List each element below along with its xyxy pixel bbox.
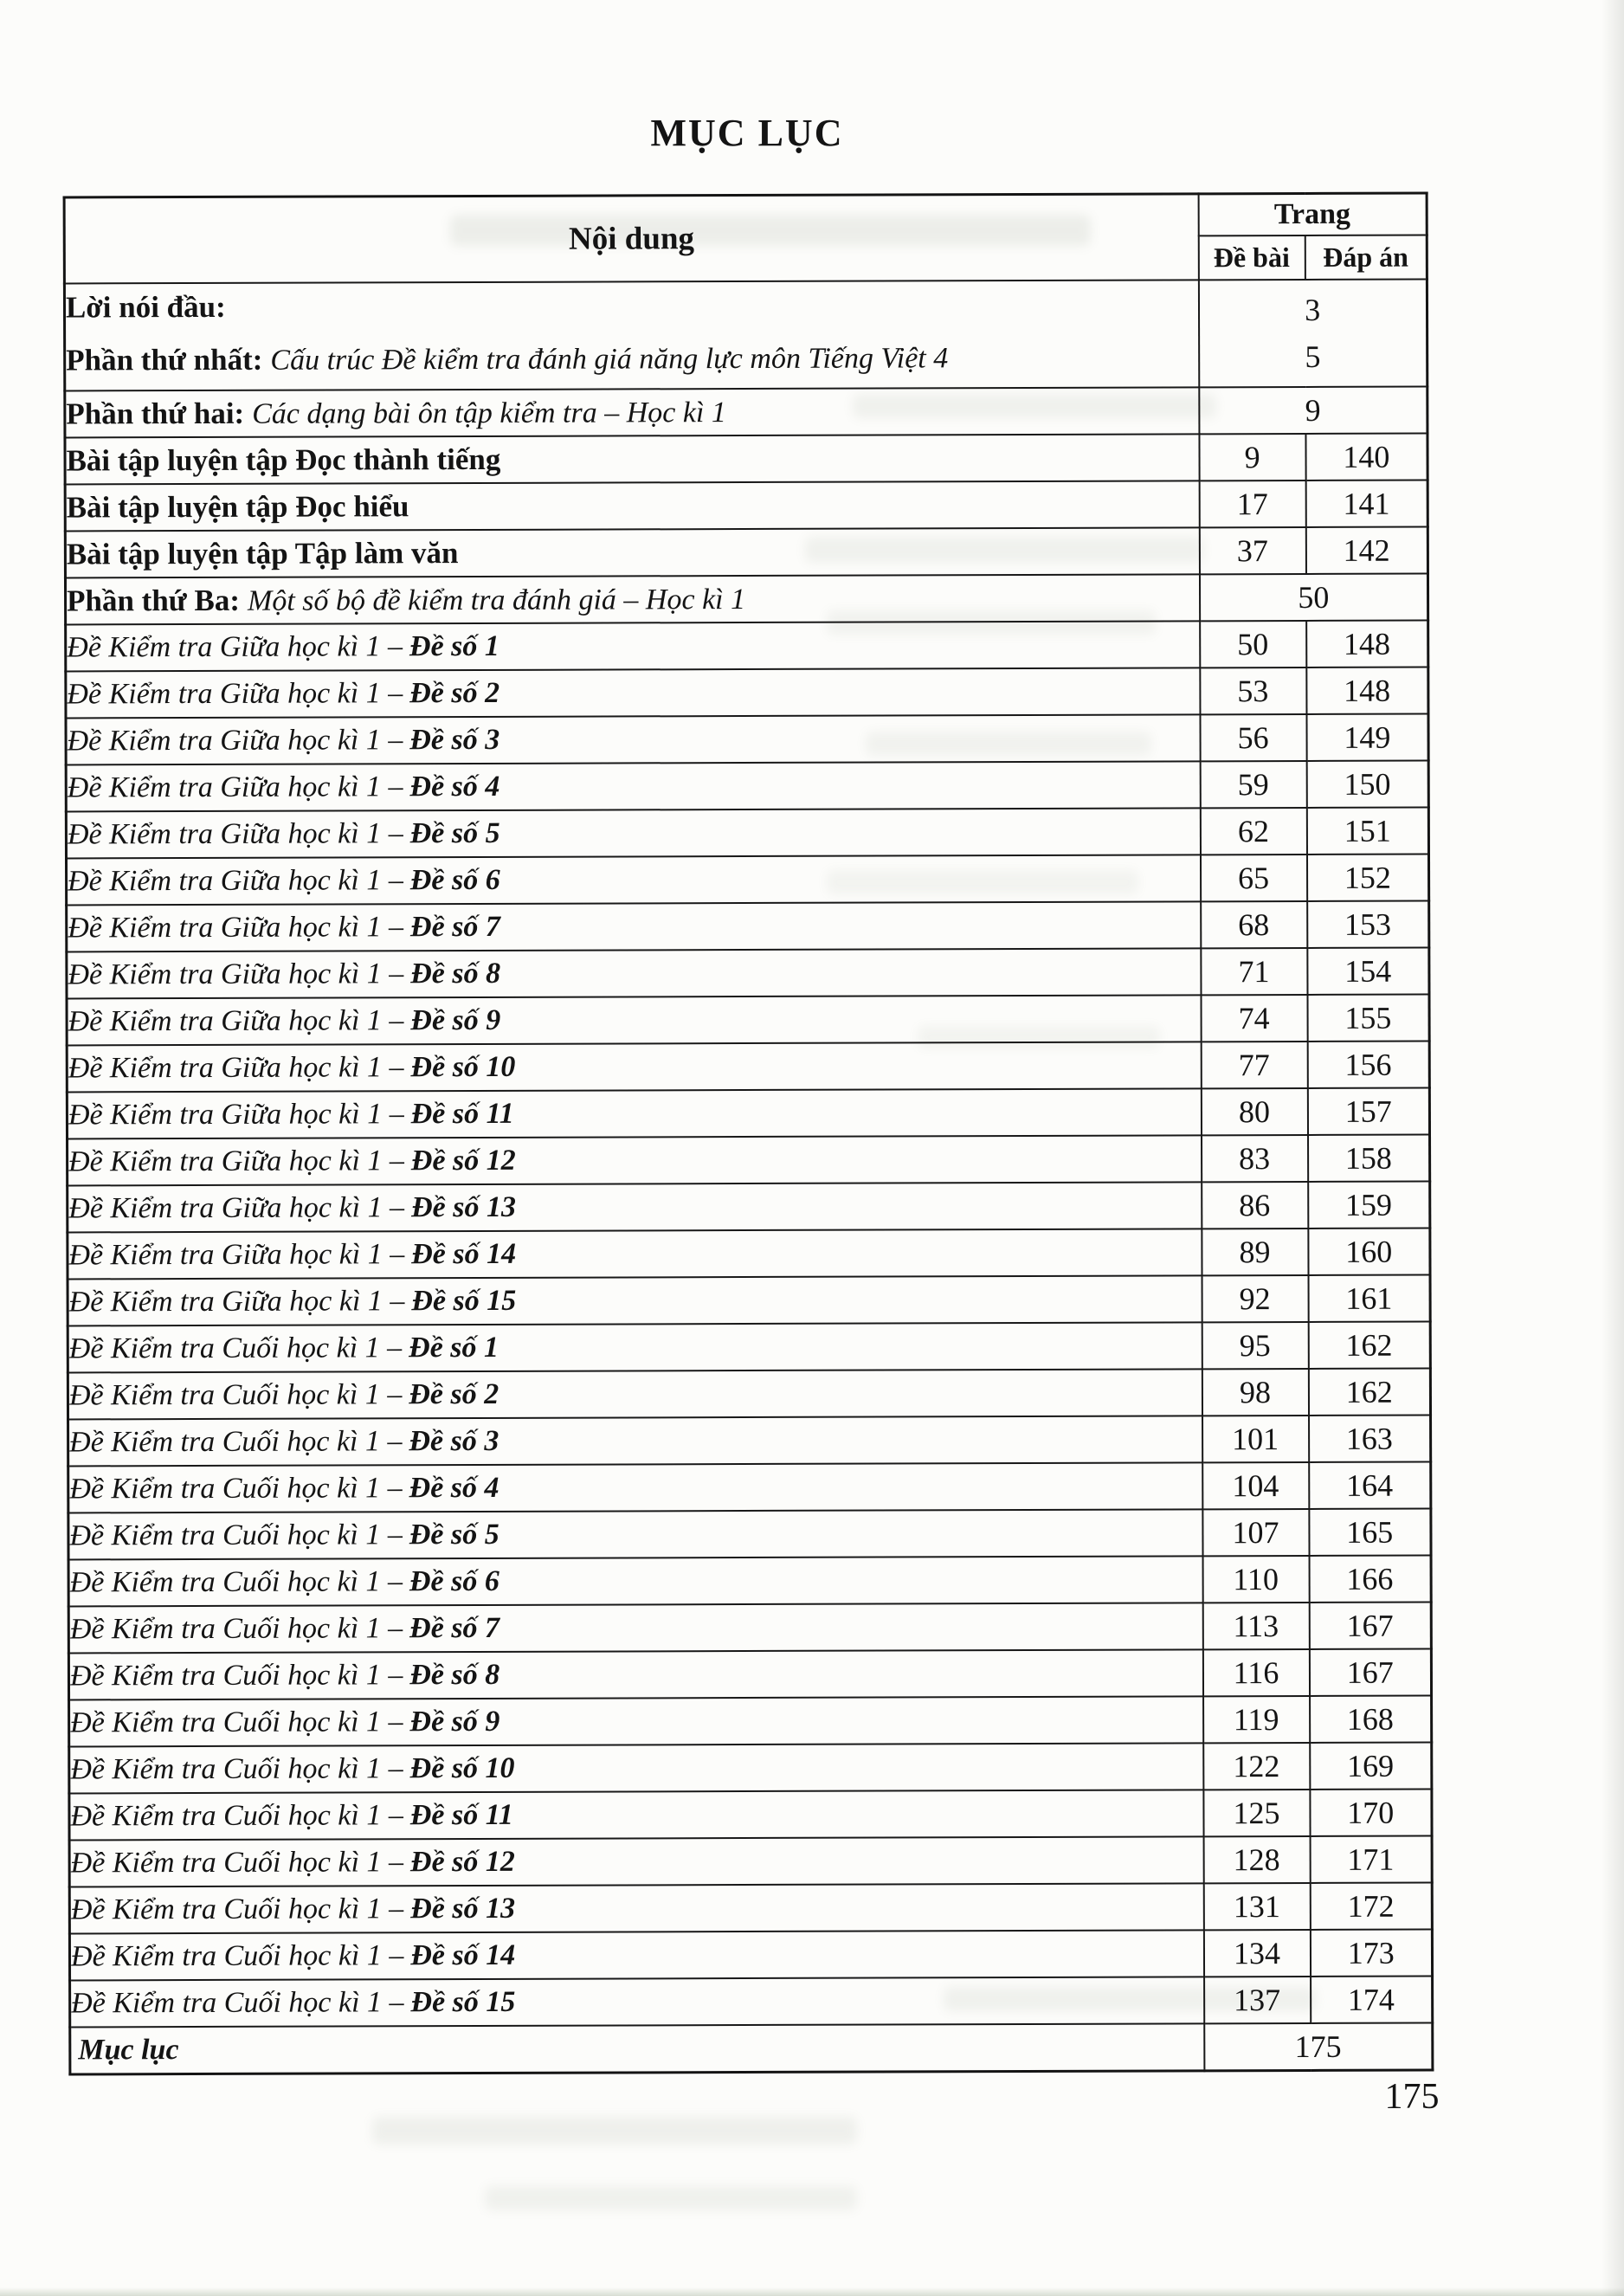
toc-page-de-bai: 65	[1200, 855, 1306, 901]
toc-entry-prefix: Đề Kiểm tra Giữa học kì 1 –	[67, 771, 403, 804]
toc-row-label	[69, 1836, 1203, 1886]
toc-row-label-line	[66, 333, 1198, 390]
toc-entry-number: Đề số 13	[410, 1190, 516, 1224]
toc-page-value: 3	[1305, 292, 1321, 327]
toc-row	[67, 1042, 1429, 1093]
toc-page-dap-an: 164	[1309, 1462, 1431, 1509]
scan-edge-shadow	[0, 2287, 1624, 2296]
toc-row	[68, 1556, 1431, 1607]
toc-page-de-bai: 128	[1203, 1836, 1310, 1883]
toc-entry-bold-text: Lời nói đầu:	[65, 289, 226, 325]
toc-page-de-bai: 86	[1202, 1182, 1308, 1229]
toc-entry-prefix: Đề Kiểm tra Cuối học kì 1 –	[69, 1425, 403, 1459]
toc-row	[70, 2023, 1433, 2074]
toc-page-dap-an: 170	[1310, 1790, 1432, 1836]
toc-entry-prefix: Đề Kiểm tra Cuối học kì 1 –	[70, 1752, 403, 1786]
toc-row-label	[67, 1088, 1201, 1138]
toc-row	[69, 1696, 1432, 1747]
toc-page-merged: 9	[1199, 387, 1427, 435]
toc-row	[65, 387, 1427, 438]
toc-page-dap-an: 160	[1308, 1229, 1430, 1275]
toc-page-dap-an: 174	[1311, 1977, 1433, 2023]
toc-row	[67, 948, 1429, 999]
toc-row-label	[67, 1042, 1201, 1092]
toc-row	[70, 1977, 1433, 2028]
toc-header-row-1	[64, 193, 1427, 239]
toc-page-dap-an: 171	[1310, 1836, 1432, 1883]
toc-entry-number: Đề số 5	[409, 816, 500, 850]
toc-entry-number: Đề số 4	[409, 770, 500, 803]
toc-entry-number: Đề số 1	[409, 1331, 499, 1364]
toc-page-de-bai: 116	[1202, 1649, 1309, 1696]
toc-row	[65, 434, 1427, 485]
toc-row-label-line	[66, 281, 1198, 337]
toc-row-label	[64, 280, 1198, 390]
toc-page-de-bai: 74	[1201, 995, 1307, 1042]
toc-entry-prefix: Đề Kiểm tra Cuối học kì 1 –	[69, 1565, 403, 1599]
toc-page-de-bai: 104	[1202, 1462, 1309, 1509]
toc-page-dap-an: 173	[1310, 1930, 1432, 1977]
toc-row	[66, 761, 1428, 812]
toc-row-label	[67, 995, 1201, 1045]
toc-entry-number: Đề số 12	[410, 1144, 516, 1177]
toc-table-wrap	[63, 192, 1432, 2075]
toc-row-label	[66, 855, 1200, 905]
toc-entry-number: Đề số 9	[409, 1705, 500, 1738]
toc-row-label	[68, 1369, 1202, 1419]
page-title: MỤC LỤC	[650, 112, 844, 154]
toc-row-label	[68, 1229, 1202, 1279]
toc-entry-prefix: Đề Kiểm tra Cuối học kì 1 –	[70, 1846, 404, 1880]
toc-entry-number: Đề số 11	[409, 1798, 513, 1832]
toc-entry-number: Mục lục	[78, 2033, 179, 2067]
toc-entry-number: Đề số 14	[411, 1237, 517, 1271]
toc-row	[66, 714, 1428, 765]
toc-entry-prefix: Đề Kiểm tra Giữa học kì 1 –	[68, 1004, 404, 1038]
toc-row-label	[66, 808, 1200, 858]
toc-page-dap-an: 148	[1306, 621, 1428, 668]
toc-page-dap-an: 142	[1305, 527, 1427, 574]
toc-page-dap-an: 141	[1305, 480, 1427, 527]
toc-page-de-bai: 62	[1200, 808, 1306, 855]
toc-page-dap-an: 150	[1306, 761, 1428, 808]
toc-page-dap-an: 167	[1309, 1603, 1431, 1649]
toc-page-de-bai: 92	[1202, 1275, 1308, 1322]
toc-row-label	[65, 480, 1199, 531]
toc-entry-prefix: Đề Kiểm tra Giữa học kì 1 –	[67, 724, 403, 758]
toc-entry-prefix: Đề Kiểm tra Cuối học kì 1 –	[69, 1612, 403, 1646]
toc-page-dap-an: 159	[1308, 1182, 1430, 1229]
toc-row	[69, 1836, 1432, 1887]
toc-row-label	[70, 1977, 1204, 2027]
toc-page-de-bai: 131	[1203, 1883, 1310, 1930]
toc-entry-number: Đề số 2	[409, 1377, 499, 1411]
toc-page-dap-an: 157	[1307, 1088, 1429, 1135]
toc-entry-bold-text: Bài tập luyện tập Đọc thành tiếng	[66, 442, 501, 478]
toc-page-dap-an: 169	[1310, 1743, 1432, 1790]
toc-entry-prefix: Đề Kiểm tra Giữa học kì 1 –	[67, 677, 403, 711]
toc-row	[67, 1088, 1429, 1139]
toc-entry-prefix: Đề Kiểm tra Cuối học kì 1 –	[70, 1939, 404, 1973]
toc-page-de-bai: 113	[1202, 1603, 1309, 1649]
toc-row-label	[68, 1416, 1202, 1466]
toc-entry-number: Đề số 8	[410, 957, 501, 990]
toc-entry-bold-text: Bài tập luyện tập Đọc hiểu	[66, 489, 409, 525]
toc-row	[68, 1322, 1430, 1373]
toc-entry-number: Đề số 12	[409, 1845, 515, 1879]
toc-row-label	[66, 714, 1200, 764]
bleed-through-artifact	[372, 2117, 857, 2144]
toc-row-label	[67, 901, 1201, 951]
toc-row	[68, 1135, 1430, 1186]
toc-page-dap-an: 149	[1306, 714, 1428, 761]
toc-row-label	[69, 1696, 1203, 1746]
toc-row	[65, 574, 1427, 625]
toc-entry-number: Đề số 7	[409, 910, 500, 944]
toc-entry-prefix: Đề Kiểm tra Giữa học kì 1 –	[67, 630, 403, 664]
toc-entry-bold-text: Phần thứ Ba:	[67, 583, 241, 618]
toc-entry-number: Đề số 6	[409, 1564, 499, 1598]
toc-page-merged	[1198, 280, 1427, 388]
toc-entry-number: Đề số 10	[410, 1050, 516, 1084]
bleed-through-artifact	[485, 2186, 857, 2210]
toc-entry-prefix: Đề Kiểm tra Giữa học kì 1 –	[68, 1145, 404, 1178]
toc-page-dap-an: 165	[1309, 1509, 1431, 1556]
page-number: 175	[1384, 2077, 1440, 2117]
toc-entry-italic-text: Cấu trúc Đề kiểm tra đánh giá năng lực môn Tiếng Việt 4	[270, 342, 949, 377]
toc-row	[69, 1883, 1432, 1934]
toc-page-de-bai: 110	[1202, 1556, 1309, 1603]
toc-entry-prefix: Đề Kiểm tra Cuối học kì 1 –	[70, 1706, 403, 1739]
toc-page-merged: 50	[1199, 574, 1427, 622]
toc-row	[69, 1743, 1432, 1794]
toc-row	[66, 668, 1428, 719]
toc-entry-prefix: Đề Kiểm tra Giữa học kì 1 –	[67, 817, 403, 851]
toc-entry-prefix: Đề Kiểm tra Giữa học kì 1 –	[68, 1238, 405, 1272]
toc-page-de-bai: 134	[1203, 1930, 1310, 1977]
toc-entry-bold-text: Phần thứ hai:	[66, 396, 245, 431]
toc-row-label	[70, 2023, 1204, 2073]
toc-entry-number: Đề số 14	[410, 1938, 516, 1972]
toc-row-label	[68, 1603, 1202, 1653]
toc-row	[69, 1930, 1432, 1981]
toc-page-dap-an: 161	[1308, 1275, 1430, 1322]
toc-row-label	[68, 1322, 1202, 1372]
toc-entry-number: Đề số 2	[409, 676, 500, 710]
toc-entry-prefix: Đề Kiểm tra Cuối học kì 1 –	[70, 1893, 404, 1926]
toc-row-label	[65, 434, 1199, 484]
toc-entry-number: Đề số 7	[409, 1611, 500, 1645]
toc-page-de-bai: 122	[1203, 1743, 1310, 1790]
toc-entry-italic-text: Các dạng bài ôn tập kiểm tra – Học kì 1	[252, 397, 726, 430]
toc-entry-prefix: Đề Kiểm tra Giữa học kì 1 –	[68, 911, 404, 945]
toc-row-label	[69, 1930, 1203, 1980]
toc-page-dap-an: 162	[1308, 1369, 1430, 1416]
toc-entry-number: Đề số 15	[410, 1985, 516, 2019]
toc-page-dap-an: 168	[1310, 1696, 1432, 1743]
toc-entry-prefix: Đề Kiểm tra Giữa học kì 1 –	[68, 1098, 404, 1132]
toc-page-de-bai: 101	[1202, 1416, 1309, 1462]
toc-entry-number: Đề số 10	[409, 1751, 515, 1785]
toc-page-dap-an: 167	[1309, 1649, 1431, 1696]
toc-page-de-bai: 53	[1200, 668, 1306, 714]
toc-entry-number: Đề số 4	[409, 1471, 499, 1505]
toc-entry-number: Đề số 3	[409, 1424, 499, 1458]
toc-row-label	[67, 948, 1201, 998]
toc-page-de-bai: 77	[1201, 1042, 1307, 1088]
toc-page-value: 5	[1305, 339, 1321, 374]
toc-row	[68, 1229, 1430, 1280]
scan-edge-shadow	[1601, 0, 1624, 2296]
toc-row-label	[68, 1509, 1202, 1559]
toc-page-de-bai: 68	[1201, 901, 1307, 948]
toc-row-label	[68, 1649, 1202, 1699]
toc-page-de-bai: 95	[1202, 1322, 1308, 1369]
toc-row-label	[69, 1743, 1203, 1793]
header-trang: Trang	[1198, 193, 1427, 235]
toc-entry-prefix: Đề Kiểm tra Cuối học kì 1 –	[71, 1986, 404, 2020]
toc-page-dap-an: 140	[1305, 434, 1427, 480]
toc-page-dap-an: 158	[1308, 1135, 1430, 1182]
toc-row	[64, 280, 1427, 391]
toc-row	[67, 995, 1429, 1046]
toc-row	[68, 1416, 1431, 1467]
toc-row-label	[69, 1883, 1203, 1933]
toc-row-label	[66, 668, 1200, 718]
toc-row	[69, 1790, 1432, 1841]
toc-table	[63, 192, 1434, 2075]
toc-entry-italic-text: Một số bộ đề kiểm tra đánh giá – Học kì 1	[247, 584, 746, 617]
toc-row	[65, 527, 1427, 578]
toc-entry-prefix: Đề Kiểm tra Cuối học kì 1 –	[69, 1659, 403, 1693]
toc-row-label	[68, 1556, 1202, 1606]
toc-entry-number: Đề số 5	[409, 1518, 499, 1551]
toc-page-de-bai: 17	[1199, 480, 1305, 527]
toc-entry-prefix: Đề Kiểm tra Giữa học kì 1 –	[68, 1191, 405, 1225]
toc-page-dap-an: 155	[1307, 995, 1429, 1042]
toc-row	[66, 621, 1428, 672]
toc-entry-prefix: Đề Kiểm tra Giữa học kì 1 –	[68, 864, 403, 898]
toc-row	[68, 1509, 1431, 1560]
toc-page-de-bai: 89	[1202, 1229, 1308, 1275]
toc-page-dap-an: 148	[1306, 668, 1428, 714]
toc-row-label	[68, 1275, 1202, 1325]
toc-page-de-bai: 56	[1200, 714, 1306, 761]
toc-entry-prefix: Đề Kiểm tra Cuối học kì 1 –	[68, 1332, 403, 1365]
toc-page-de-bai: 119	[1203, 1696, 1310, 1743]
toc-page-de-bai: 83	[1202, 1135, 1308, 1182]
toc-entry-bold-text: Phần thứ nhất:	[66, 342, 263, 377]
toc-row-label	[65, 574, 1199, 624]
toc-page-de-bai: 37	[1199, 527, 1305, 574]
toc-row	[68, 1369, 1430, 1420]
toc-entry-prefix: Đề Kiểm tra Cuối học kì 1 –	[68, 1378, 403, 1412]
toc-page-merged: 175	[1204, 2023, 1433, 2071]
header-de-bai: Đề bài	[1198, 235, 1305, 280]
toc-row	[68, 1275, 1430, 1326]
toc-row-label	[68, 1135, 1202, 1185]
toc-row-label	[66, 761, 1200, 811]
toc-page-de-bai: 107	[1202, 1509, 1309, 1556]
toc-page-dap-an: 163	[1309, 1416, 1431, 1462]
toc-page-dap-an: 156	[1307, 1042, 1429, 1088]
toc-page-de-bai: 59	[1200, 761, 1306, 808]
toc-page-dap-an: 152	[1306, 855, 1428, 901]
toc-page-dap-an: 153	[1307, 901, 1429, 948]
toc-row-label	[68, 1462, 1202, 1512]
toc-page-dap-an: 166	[1309, 1556, 1431, 1603]
header-noi-dung: Nội dung	[64, 194, 1198, 284]
toc-page-de-bai: 9	[1199, 434, 1305, 480]
toc-entry-prefix: Đề Kiểm tra Giữa học kì 1 –	[68, 1285, 405, 1319]
header-dap-an: Đáp án	[1305, 235, 1427, 280]
toc-entry-prefix: Đề Kiểm tra Cuối học kì 1 –	[69, 1472, 403, 1506]
toc-page-dap-an: 154	[1307, 948, 1429, 995]
toc-page-de-bai: 137	[1204, 1977, 1311, 2023]
toc-entry-number: Đề số 8	[409, 1658, 500, 1692]
toc-row	[65, 480, 1427, 532]
toc-page-de-bai: 125	[1203, 1790, 1310, 1836]
toc-page-de-bai: 71	[1201, 948, 1307, 995]
toc-entry-prefix: Đề Kiểm tra Giữa học kì 1 –	[68, 1051, 404, 1085]
toc-page-de-bai: 98	[1202, 1369, 1308, 1416]
toc-row	[66, 855, 1428, 906]
toc-row	[68, 1649, 1431, 1700]
toc-entry-prefix: Đề Kiểm tra Cuối học kì 1 –	[69, 1519, 403, 1552]
toc-row	[66, 808, 1428, 859]
toc-page-dap-an: 151	[1306, 808, 1428, 855]
toc-page-de-bai: 50	[1200, 621, 1306, 668]
toc-row-label	[68, 1182, 1202, 1232]
toc-row-label	[65, 527, 1199, 577]
toc-entry-number: Đề số 6	[409, 863, 500, 897]
toc-entry-prefix: Đề Kiểm tra Giữa học kì 1 –	[68, 958, 404, 991]
toc-entry-number: Đề số 1	[409, 629, 499, 663]
toc-entry-number: Đề số 3	[409, 723, 500, 757]
toc-row	[68, 1182, 1430, 1233]
toc-row	[67, 901, 1429, 952]
toc-entry-number: Đề số 9	[410, 1003, 501, 1037]
toc-page-dap-an: 172	[1310, 1883, 1432, 1930]
toc-row-label	[65, 387, 1199, 437]
toc-page-dap-an: 162	[1308, 1322, 1430, 1369]
toc-page-de-bai: 80	[1201, 1088, 1307, 1135]
toc-entry-number: Đề số 11	[410, 1097, 514, 1131]
toc-entry-bold-text: Bài tập luyện tập Tập làm văn	[66, 536, 459, 571]
toc-entry-prefix: Đề Kiểm tra Cuối học kì 1 –	[70, 1799, 403, 1833]
toc-entry-number: Đề số 15	[411, 1284, 517, 1318]
toc-row-label	[66, 621, 1200, 671]
toc-row-label	[69, 1790, 1203, 1840]
toc-row	[68, 1462, 1431, 1513]
toc-body	[64, 280, 1432, 2074]
toc-entry-number: Đề số 13	[410, 1892, 516, 1925]
toc-row	[68, 1603, 1431, 1654]
